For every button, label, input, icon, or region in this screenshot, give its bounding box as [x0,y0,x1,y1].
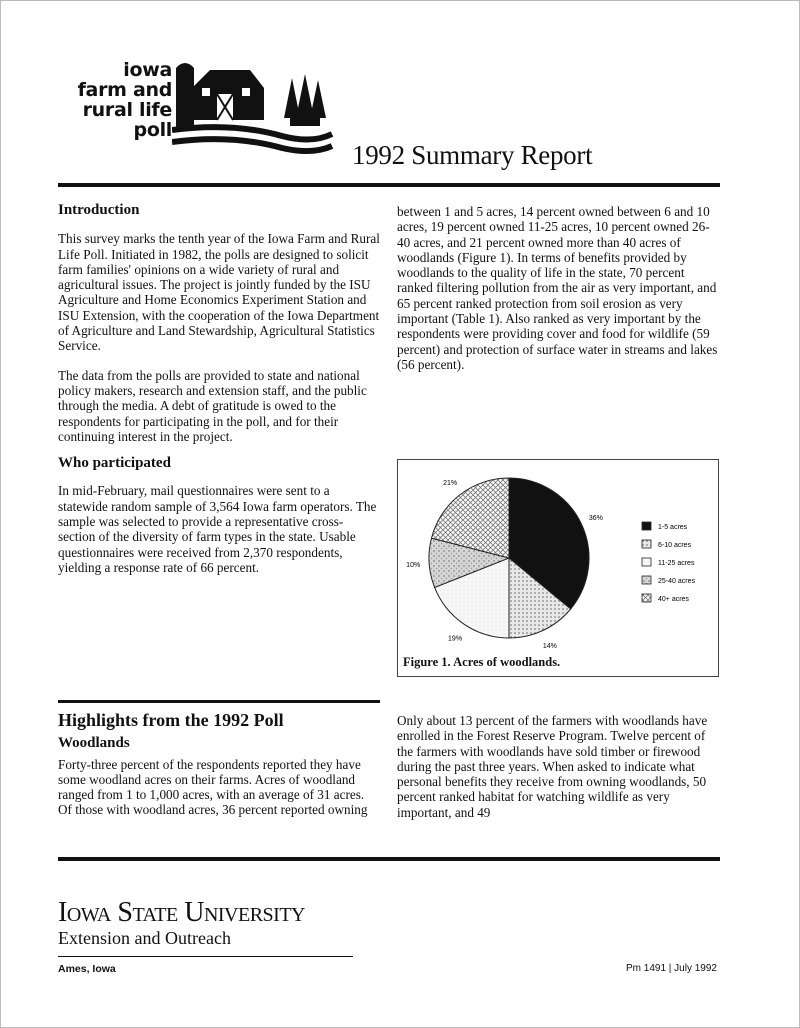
legend-label: 1-5 acres [658,524,688,531]
legend-label: 25-40 acres [658,578,695,585]
legend-label: 6-10 acres [658,542,692,549]
legend-label: 11-25 acres [658,560,695,567]
woodlands-heading: Woodlands [58,735,130,752]
poll-logo-text [60,60,172,140]
legend-swatch [642,576,651,584]
legend-swatch [642,522,651,530]
pie-data-label: 19% [448,635,463,643]
legend-swatch [642,594,651,602]
pie-data-label: 10% [406,562,421,570]
footer-rule [58,857,720,861]
introduction-heading: Introduction [58,202,140,218]
city: Ames, Iowa [58,963,116,975]
logo-line: iowa [123,59,172,81]
pie-data-label: 21% [443,480,458,488]
farm-barn-logo-icon [172,58,337,158]
legend-label: 40+ acres [658,596,689,603]
woodlands-continued-paragraph: between 1 and 5 acres, 14 percent owned between 6 and 10 acres, 19 percent owned 11-25 acres, 10 percent owned 26-40 acres, and 21 percent owned more than 40 acres of woodlands (Figure 1). In terms of benefits provided by woodlands to the quality of life in the state, 70 percent ranked filtering pollution from the air as very important, and 65 percent ranked protection from soil erosion as very important (Table 1). Also ranked as very important by the respondents were providing cover and food for wildlife (59 percent) and protection of surface water in streams and lakes (56 percent). [397,204,718,372]
right-column-top [397,204,722,372]
woodlands-benefits-paragraph: Only about 13 percent of the farmers with woodlands have enrolled in the Forest Reserve Program. Twelve percent of the farmers with woodlands have sold timber or firewood during the past three years. When asked to indicate what personal benefits they receive from owning woodlands, 50 percent ranked habitat for watching wildlife as very important, and 49 [397,713,708,820]
header-rule [58,183,720,187]
intro-paragraph: The data from the polls are provided to state and national policy makers, research and extension staff, and the public through the media. A debt of gratitude is owed to the respondents for participating in the poll, and for their continuing interest in the project. [58,367,367,444]
footer-thin-rule [58,956,353,957]
logo-line: poll [133,119,172,141]
logo-line: rural life [82,99,172,121]
left-column-bottom [58,710,380,818]
left-column-top [58,203,380,575]
pie-data-label: 36% [588,515,603,523]
figure-1 [397,459,719,677]
figure-caption: Figure 1. Acres of woodlands. [403,655,561,669]
publication-info: Pm 1491 | July 1992 [626,963,717,974]
who-participated-paragraph: In mid-February, mail questionnaires were sent to a statewide random sample of 3,564 Iowa farm operators. The sample was selected to provide a representative cross-section of the diversity of farm types in the state. Usable questionnaires were received from 2,370 respondents, yielding a response rate of 66 percent. [58,483,377,575]
legend-swatch [642,540,651,548]
who-participated-heading: Who participated [58,455,171,472]
intro-paragraph: This survey marks the tenth year of the Iowa Farm and Rural Life Poll. Initiated in 1982, the polls are designed to solicit farm families' opinions on a wide variety of rural and agricultural issues. The project is jointly funded by the ISU Agriculture and Home Economics Experiment Station and ISU Extension, with the cooperation of the Iowa Department of Agriculture and Land Stewardship, Agricultural Statistics Service. [58,231,380,354]
university-name: Iowa State University [58,897,305,928]
highlights-heading: Highlights from the 1992 Poll [58,710,284,730]
logo-line: farm and [77,79,172,101]
section-rule [58,700,380,703]
report-title: 1992 Summary Report [352,140,593,170]
pie-data-label: 14% [542,642,557,650]
right-column-bottom [397,713,722,820]
legend-swatch [642,558,651,566]
woodlands-paragraph: Forty-three percent of the respondents reported they have some woodland acres on their farms. Acres of woodland ranged from 1 to 1,000 acres, with an average of 31 acres. Of those with woodland acres, 36 percent reported owning [58,756,368,818]
pie-chart [398,460,718,650]
extension-unit: Extension and Outreach [58,928,231,948]
